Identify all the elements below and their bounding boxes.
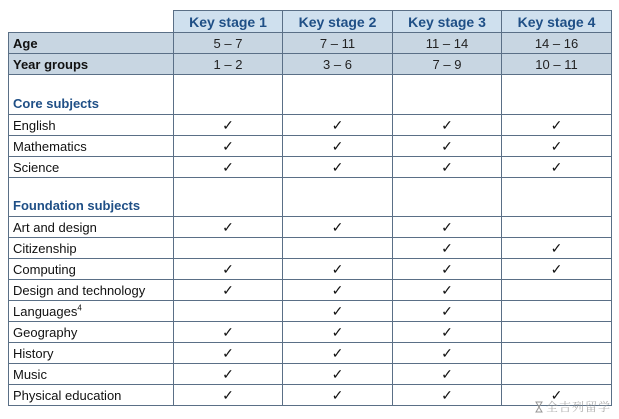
subject-name — [9, 280, 174, 301]
empty-cell — [502, 280, 612, 301]
subject-row — [9, 364, 612, 385]
check-mark-icon: ✓ — [174, 157, 283, 178]
check-mark-icon: ✓ — [393, 385, 502, 406]
subject-name — [9, 301, 174, 322]
age-value: 11 – 14 — [393, 33, 502, 54]
check-mark-icon: ✓ — [283, 136, 393, 157]
check-mark-icon: ✓ — [502, 259, 612, 280]
check-mark-icon: ✓ — [393, 280, 502, 301]
subject-name — [9, 217, 174, 238]
subject-row — [9, 238, 612, 259]
subject-name-text: Science — [13, 159, 60, 175]
check-mark-icon: ✓ — [393, 115, 502, 136]
foundation-heading-row — [9, 178, 612, 217]
empty-cell — [502, 343, 612, 364]
subject-name — [9, 259, 174, 280]
check-mark-icon: ✓ — [393, 157, 502, 178]
subject-row — [9, 115, 612, 136]
subject-name-text: Physical education — [13, 387, 122, 403]
subject-row — [9, 301, 612, 322]
check-mark-icon: ✓ — [502, 136, 612, 157]
foundation-subjects-heading: Foundation subjects — [9, 178, 174, 217]
empty-cell — [502, 217, 612, 238]
empty-cell — [502, 322, 612, 343]
empty-cell — [393, 178, 502, 217]
subject-name-text: History — [13, 345, 54, 361]
check-mark-icon: ✓ — [393, 343, 502, 364]
watermark-logo-icon — [534, 401, 544, 413]
subject-name-text: Mathematics — [13, 138, 87, 154]
year-groups-value: 1 – 2 — [174, 54, 283, 75]
subject-name-text: Design and technology — [13, 282, 146, 298]
corner-cell — [9, 11, 174, 33]
check-mark-icon: ✓ — [174, 343, 283, 364]
check-mark-icon: ✓ — [174, 280, 283, 301]
check-mark-icon: ✓ — [283, 115, 393, 136]
check-mark-icon: ✓ — [174, 115, 283, 136]
empty-cell — [283, 238, 393, 259]
check-mark-icon: ✓ — [283, 322, 393, 343]
check-mark-icon: ✓ — [502, 238, 612, 259]
check-mark-icon: ✓ — [393, 217, 502, 238]
subject-row — [9, 259, 612, 280]
footnote-marker: 4 — [77, 303, 82, 313]
check-mark-icon: ✓ — [393, 364, 502, 385]
check-mark-icon: ✓ — [174, 259, 283, 280]
check-mark-icon: ✓ — [174, 217, 283, 238]
check-mark-icon: ✓ — [283, 343, 393, 364]
subject-name — [9, 157, 174, 178]
curriculum-table-wrapper — [8, 10, 612, 406]
subject-name — [9, 115, 174, 136]
year-groups-value: 10 – 11 — [502, 54, 612, 75]
empty-cell — [174, 178, 283, 217]
check-mark-icon: ✓ — [283, 217, 393, 238]
subject-name-text: Citizenship — [13, 240, 77, 256]
subject-name — [9, 385, 174, 406]
subject-name-text: Geography — [13, 324, 78, 340]
empty-cell — [393, 75, 502, 115]
check-mark-icon: ✓ — [283, 385, 393, 406]
empty-cell — [174, 301, 283, 322]
check-mark-icon: ✓ — [283, 280, 393, 301]
subject-name — [9, 136, 174, 157]
check-mark-icon: ✓ — [393, 301, 502, 322]
subject-name-text: Music — [13, 366, 47, 382]
check-mark-icon: ✓ — [502, 115, 612, 136]
header-key-stage-2: Key stage 2 — [283, 11, 393, 33]
subject-name-text: Computing — [13, 261, 76, 277]
core-subjects-section — [9, 75, 612, 178]
year-groups-value: 7 – 9 — [393, 54, 502, 75]
subject-row — [9, 322, 612, 343]
subject-row — [9, 136, 612, 157]
check-mark-icon: ✓ — [174, 322, 283, 343]
check-mark-icon: ✓ — [393, 322, 502, 343]
check-mark-icon: ✓ — [393, 238, 502, 259]
core-subjects-heading: Core subjects — [9, 75, 174, 115]
header-key-stage-1: Key stage 1 — [174, 11, 283, 33]
watermark — [534, 398, 611, 415]
check-mark-icon: ✓ — [393, 259, 502, 280]
watermark-text: 全吉列留学 — [545, 400, 611, 414]
header-row — [9, 11, 612, 33]
year-groups-label: Year groups — [9, 54, 174, 75]
empty-cell — [283, 178, 393, 217]
empty-cell — [174, 238, 283, 259]
header-key-stage-3: Key stage 3 — [393, 11, 502, 33]
check-mark-icon: ✓ — [283, 157, 393, 178]
header-key-stage-4: Key stage 4 — [502, 11, 612, 33]
subject-name-text: English — [13, 117, 56, 133]
empty-cell — [174, 75, 283, 115]
empty-cell — [502, 75, 612, 115]
check-mark-icon: ✓ — [174, 136, 283, 157]
age-value: 7 – 11 — [283, 33, 393, 54]
subject-row — [9, 280, 612, 301]
subject-row — [9, 343, 612, 364]
subject-name-text: Art and design — [13, 219, 97, 235]
subject-name — [9, 343, 174, 364]
national-curriculum-table — [8, 10, 612, 406]
check-mark-icon: ✓ — [283, 364, 393, 385]
subject-name-text: Languages — [13, 303, 78, 319]
check-mark-icon: ✓ — [283, 259, 393, 280]
subject-name — [9, 238, 174, 259]
year-groups-row — [9, 54, 612, 75]
empty-cell — [502, 364, 612, 385]
core-heading-row — [9, 75, 612, 115]
year-groups-value: 3 – 6 — [283, 54, 393, 75]
age-row — [9, 33, 612, 54]
subject-name — [9, 364, 174, 385]
subject-row — [9, 157, 612, 178]
check-mark-icon: ✓ — [502, 385, 612, 406]
age-label: Age — [9, 33, 174, 54]
empty-cell — [502, 178, 612, 217]
check-mark-icon: ✓ — [393, 136, 502, 157]
empty-cell — [283, 75, 393, 115]
subject-row — [9, 385, 612, 406]
age-value: 14 – 16 — [502, 33, 612, 54]
check-mark-icon: ✓ — [283, 301, 393, 322]
subject-name — [9, 322, 174, 343]
age-value: 5 – 7 — [174, 33, 283, 54]
check-mark-icon: ✓ — [174, 364, 283, 385]
subject-row — [9, 217, 612, 238]
foundation-subjects-section — [9, 178, 612, 406]
check-mark-icon: ✓ — [502, 157, 612, 178]
check-mark-icon: ✓ — [174, 385, 283, 406]
empty-cell — [502, 301, 612, 322]
